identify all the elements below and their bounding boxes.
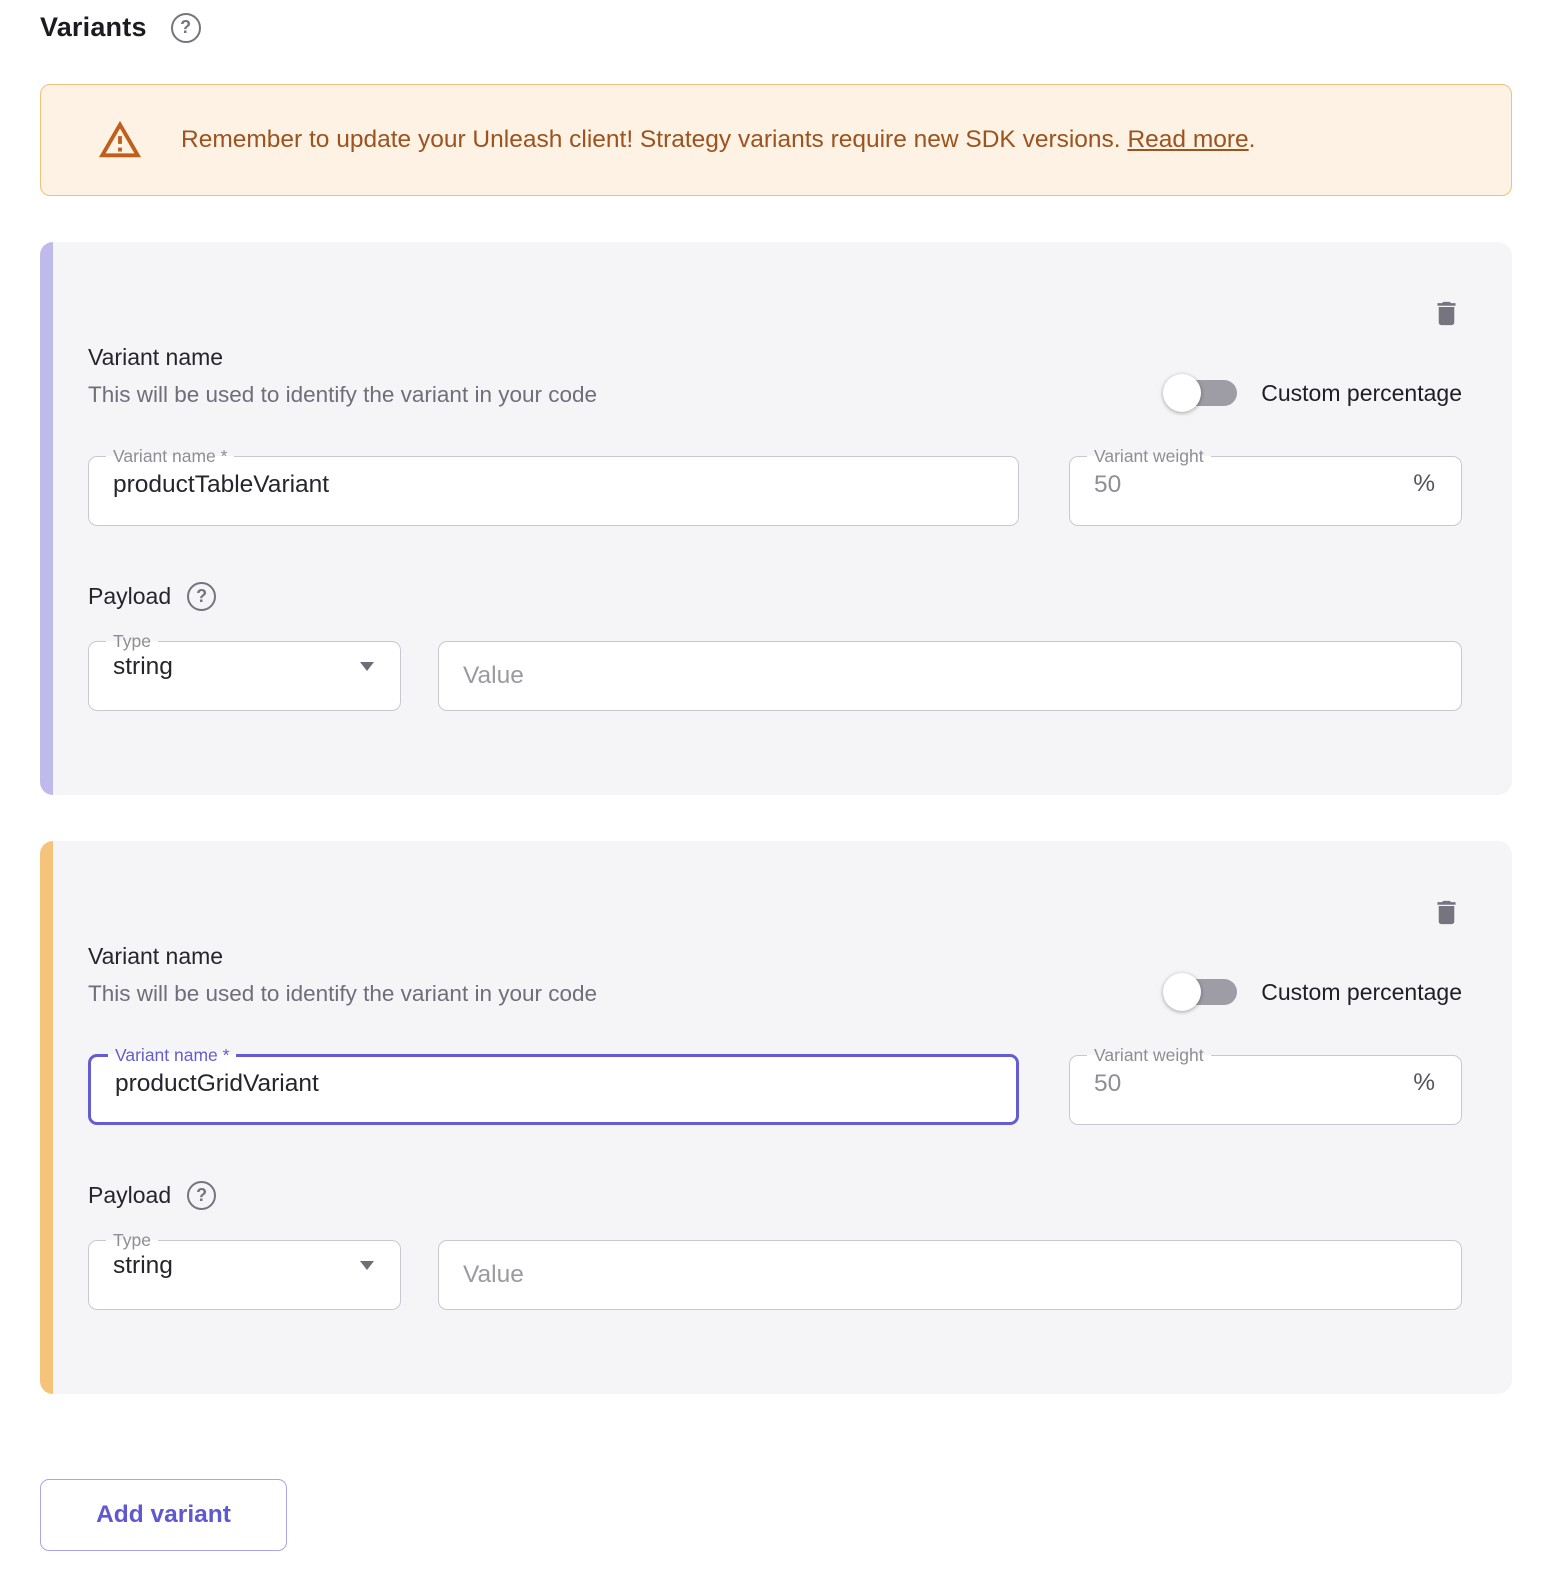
variant-1-weight-input xyxy=(1070,466,1413,515)
variant-1-fields-row xyxy=(88,448,1462,526)
variant-name-heading: Variant name xyxy=(88,344,224,370)
toggle-knob xyxy=(1163,973,1201,1011)
add-variant-button[interactable]: Add variant xyxy=(40,1479,287,1551)
variant-name-field-label: Variant name * xyxy=(115,1045,230,1065)
variant-1-name-fieldset xyxy=(88,448,1019,526)
delete-variant-2-button[interactable] xyxy=(1431,897,1462,929)
variant-1-accent-bar xyxy=(40,242,53,795)
page-header xyxy=(40,12,1512,43)
type-selected-value: string xyxy=(113,652,173,680)
variant-1-name-section xyxy=(88,344,597,412)
variant-2-accent-bar xyxy=(40,841,53,1394)
variant-2-weight-fieldset xyxy=(1069,1047,1462,1125)
variant-1-payload-row xyxy=(88,633,1462,711)
variant-1-weight-fieldset xyxy=(1069,448,1462,526)
variant-name-caption: This will be used to identify the variant in your code xyxy=(88,382,598,407)
payload-value-field xyxy=(438,641,1462,711)
variant-1-custom-percentage xyxy=(1163,374,1462,412)
variants-help-icon[interactable]: ? xyxy=(171,13,201,43)
variant-2-name-section xyxy=(88,943,597,1011)
variant-2-header-row xyxy=(88,943,1462,1011)
variant-1-payload-value-input[interactable] xyxy=(439,662,1461,690)
percent-suffix: % xyxy=(1413,1069,1435,1096)
type-field-label: Type xyxy=(113,631,151,651)
trash-icon xyxy=(1431,916,1462,931)
variant-name-field-label: Variant name * xyxy=(113,446,228,466)
custom-percentage-label: Custom percentage xyxy=(1261,978,1462,1005)
payload-heading: Payload xyxy=(88,1182,172,1208)
caret-down-icon xyxy=(360,1261,374,1270)
custom-percentage-toggle[interactable] xyxy=(1163,973,1237,1011)
delete-variant-1-button[interactable] xyxy=(1431,298,1462,330)
variant-1-name-input[interactable] xyxy=(89,466,1018,515)
payload-help-icon[interactable]: ? xyxy=(187,1181,216,1210)
variant-2-payload-value-input[interactable] xyxy=(439,1261,1461,1289)
toggle-knob xyxy=(1163,374,1201,412)
variant-name-heading: Variant name xyxy=(88,943,224,969)
variant-2-fields-row xyxy=(88,1047,1462,1125)
warning-triangle-icon xyxy=(97,117,143,163)
custom-percentage-toggle[interactable] xyxy=(1163,374,1237,412)
variant-name-caption: This will be used to identify the variant in your code xyxy=(88,981,598,1006)
variant-weight-field-label: Variant weight xyxy=(1094,446,1204,466)
payload-help-icon[interactable]: ? xyxy=(187,582,216,611)
warning-text-suffix: . xyxy=(1248,126,1256,153)
variant-card-2 xyxy=(40,841,1512,1394)
type-field-label: Type xyxy=(113,1230,151,1250)
percent-suffix: % xyxy=(1413,470,1435,497)
variant-2-weight-input xyxy=(1070,1065,1413,1114)
variant-card-1 xyxy=(40,242,1512,795)
variant-1-payload-header xyxy=(88,582,1462,611)
variant-2-name-fieldset xyxy=(88,1047,1019,1125)
payload-value-field xyxy=(438,1240,1462,1310)
custom-percentage-label: Custom percentage xyxy=(1261,379,1462,406)
payload-heading: Payload xyxy=(88,583,172,609)
payload-type-select[interactable] xyxy=(88,633,401,711)
variant-2-payload-row xyxy=(88,1232,1462,1310)
variant-2-custom-percentage xyxy=(1163,973,1462,1011)
variant-1-header-row xyxy=(88,344,1462,412)
variant-2-name-input[interactable] xyxy=(91,1065,1016,1114)
page-title: Variants xyxy=(40,12,147,42)
payload-type-select[interactable] xyxy=(88,1232,401,1310)
variant-weight-field-label: Variant weight xyxy=(1094,1045,1204,1065)
variant-2-payload-header xyxy=(88,1181,1462,1210)
type-selected-value: string xyxy=(113,1251,173,1279)
read-more-link[interactable]: Read more xyxy=(1127,126,1249,153)
warning-message xyxy=(181,126,1255,154)
trash-icon xyxy=(1431,317,1462,332)
sdk-warning-banner xyxy=(40,84,1512,196)
caret-down-icon xyxy=(360,662,374,671)
warning-text: Remember to update your Unleash client! Strategy variants require new SDK versions. xyxy=(181,126,1121,153)
